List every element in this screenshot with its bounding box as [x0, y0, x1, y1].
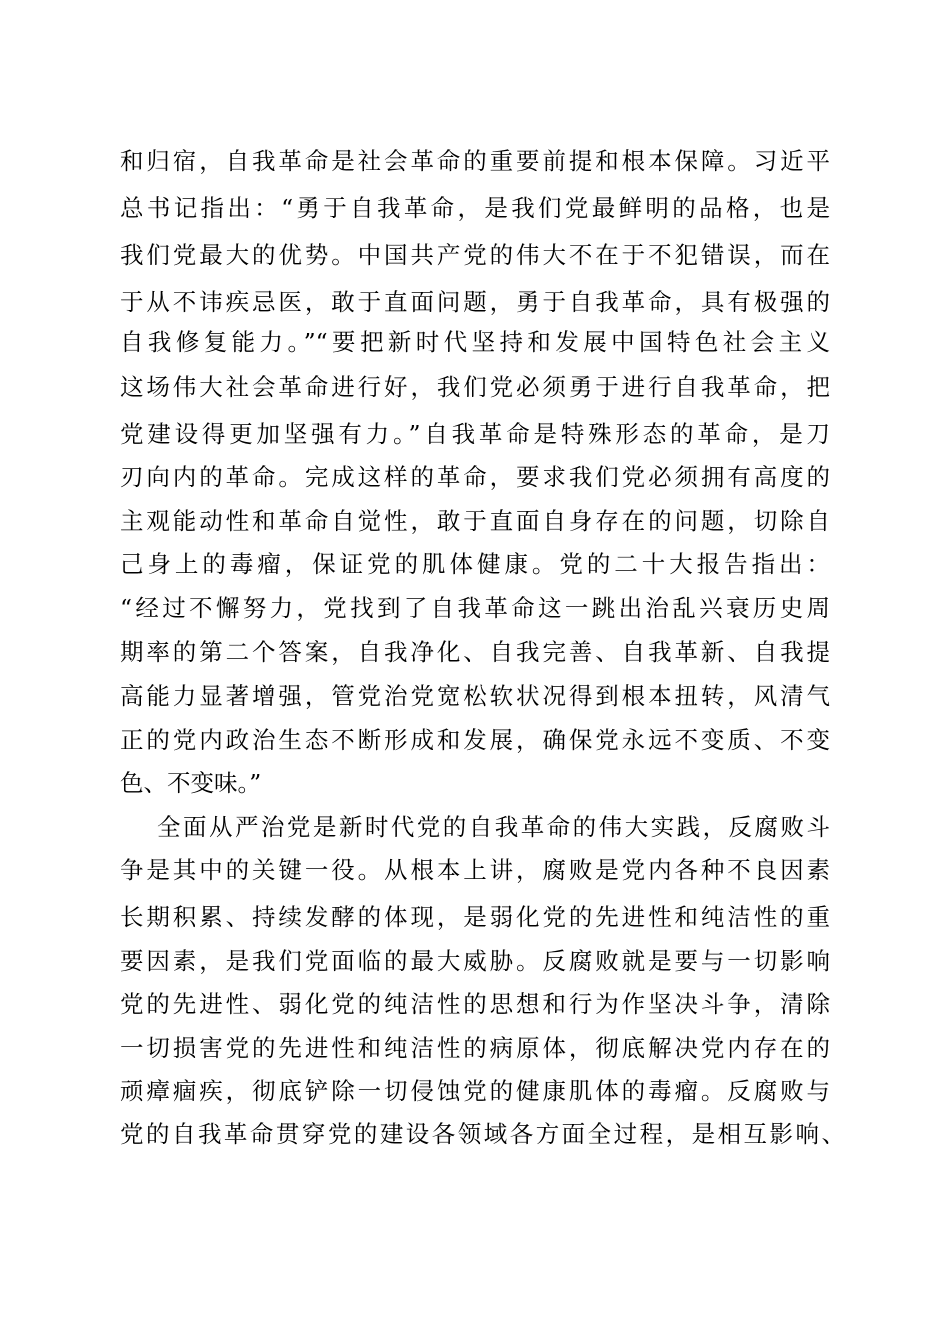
paragraph-1-line-11: “经过不懈努力，党找到了自我革命这一跳出治乱兴衰历史周 — [120, 594, 830, 622]
paragraph-1-line-2: 总书记指出：“勇于自我革命，是我们党最鲜明的品格，也是 — [120, 194, 830, 222]
paragraph-1-line-12: 期率的第二个答案，自我净化、自我完善、自我革新、自我提 — [120, 638, 830, 666]
paragraph-1-line-7: 党建设得更加坚强有力。”自我革命是特殊形态的革命，是刀 — [120, 420, 830, 448]
paragraph-2-line-3: 长期积累、持续发酵的体现，是弱化党的先进性和纯洁性的重 — [120, 903, 830, 931]
paragraph-2-line-1: 全面从严治党是新时代党的自我革命的伟大实践，反腐败斗 — [157, 813, 830, 841]
paragraph-1-line-10: 己身上的毒瘤，保证党的肌体健康。党的二十大报告指出： — [120, 550, 830, 578]
paragraph-1-line-15: 色、不变味。” — [120, 769, 262, 797]
paragraph-1-line-13: 高能力显著增强，管党治党宽松软状况得到根本扭转，风清气 — [120, 682, 830, 710]
paragraph-2-line-7: 顽瘴痼疾，彻底铲除一切侵蚀党的健康肌体的毒瘤。反腐败与 — [120, 1077, 830, 1105]
paragraph-1-line-1: 和归宿，自我革命是社会革命的重要前提和根本保障。习近平 — [120, 147, 830, 175]
paragraph-2-line-4: 要因素，是我们党面临的最大威胁。反腐败就是要与一切影响 — [120, 947, 830, 975]
paragraph-2-line-8: 党的自我革命贯穿党的建设各领域各方面全过程，是相互影响、 — [120, 1120, 845, 1148]
paragraph-1-line-3: 我们党最大的优势。中国共产党的伟大不在于不犯错误，而在 — [120, 241, 830, 269]
paragraph-2-line-6: 一切损害党的先进性和纯洁性的病原体，彻底解决党内存在的 — [120, 1034, 830, 1062]
paragraph-2-line-5: 党的先进性、弱化党的纯洁性的思想和行为作坚决斗争，清除 — [120, 990, 830, 1018]
paragraph-1-line-9: 主观能动性和革命自觉性，敢于直面自身存在的问题，切除自 — [120, 507, 830, 535]
paragraph-2-line-2: 争是其中的关键一役。从根本上讲，腐败是党内各种不良因素 — [120, 856, 830, 884]
paragraph-1-line-4: 于从不讳疾忌医，敢于直面问题，勇于自我革命，具有极强的 — [120, 288, 830, 316]
paragraph-1-line-14: 正的党内政治生态不断形成和发展，确保党永远不变质、不变 — [120, 726, 830, 754]
paragraph-1-line-6: 这场伟大社会革命进行好，我们党必须勇于进行自我革命，把 — [120, 373, 830, 401]
paragraph-1-line-8: 刃向内的革命。完成这样的革命，要求我们党必须拥有高度的 — [120, 463, 830, 491]
paragraph-1-line-5: 自我修复能力。”“要把新时代坚持和发展中国特色社会主义 — [120, 328, 830, 356]
